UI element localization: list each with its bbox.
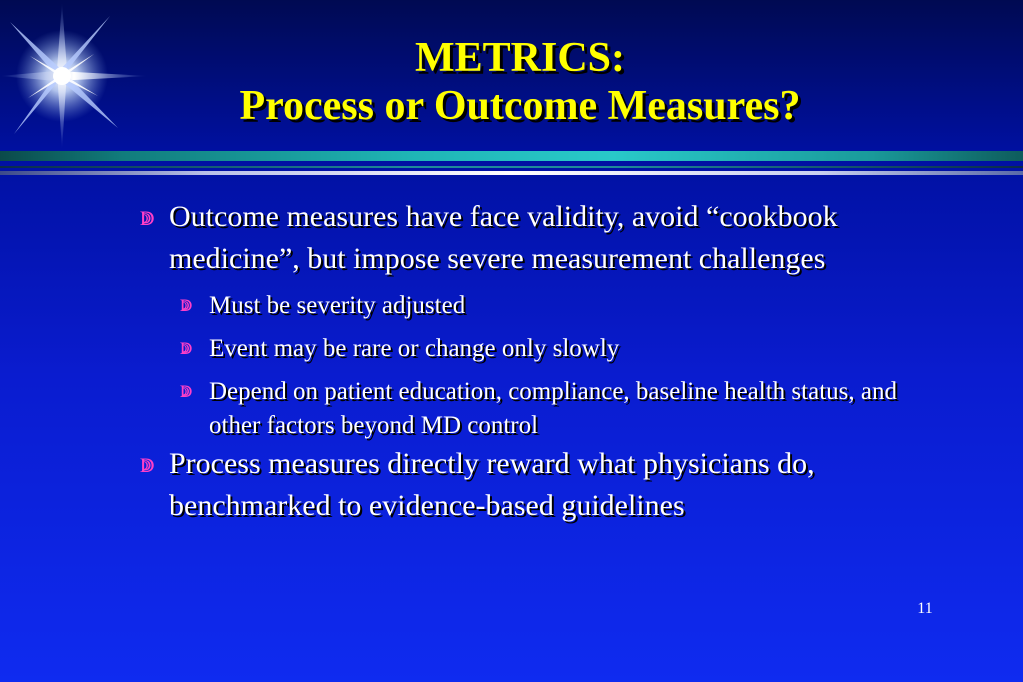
bullet-list [140,196,900,527]
slide-title [150,34,890,130]
title-line-2: Process or Outcome Measures? [239,83,801,129]
arrow-up-right-icon: ↇ [180,382,193,401]
sub-bullet-text: Event may be rare or change only slowly [209,335,620,362]
star-burst-icon [0,0,150,160]
arrow-up-right-icon: ↇ [140,455,155,477]
title-line-1: METRICS: [414,35,626,81]
sub-bullet-text: Must be severity adjusted [209,292,466,319]
bullet-text: Process measures directly reward what physicians do, benchmarked to evidence-based guidelines [169,447,815,522]
title-divider-white [0,171,1023,175]
sub-bullet-item [180,332,900,366]
sub-bullet-item [180,289,900,323]
sub-bullet-text: Depend on patient education, compliance, baseline health status, and other factors beyond MD control [209,378,897,439]
bullet-item [140,443,900,527]
arrow-up-right-icon: ↇ [180,296,193,315]
bullet-item [140,196,900,280]
arrow-up-right-icon: ↇ [140,208,155,230]
page-number: 11 [917,600,933,617]
bullet-text: Outcome measures have face validity, avoid “cookbook medicine”, but impose severe measurement challenges [169,200,838,275]
title-divider-thin [0,166,1023,168]
arrow-up-right-icon: ↇ [180,339,193,358]
sub-bullet-item [180,375,900,443]
title-divider-teal [0,151,1023,161]
